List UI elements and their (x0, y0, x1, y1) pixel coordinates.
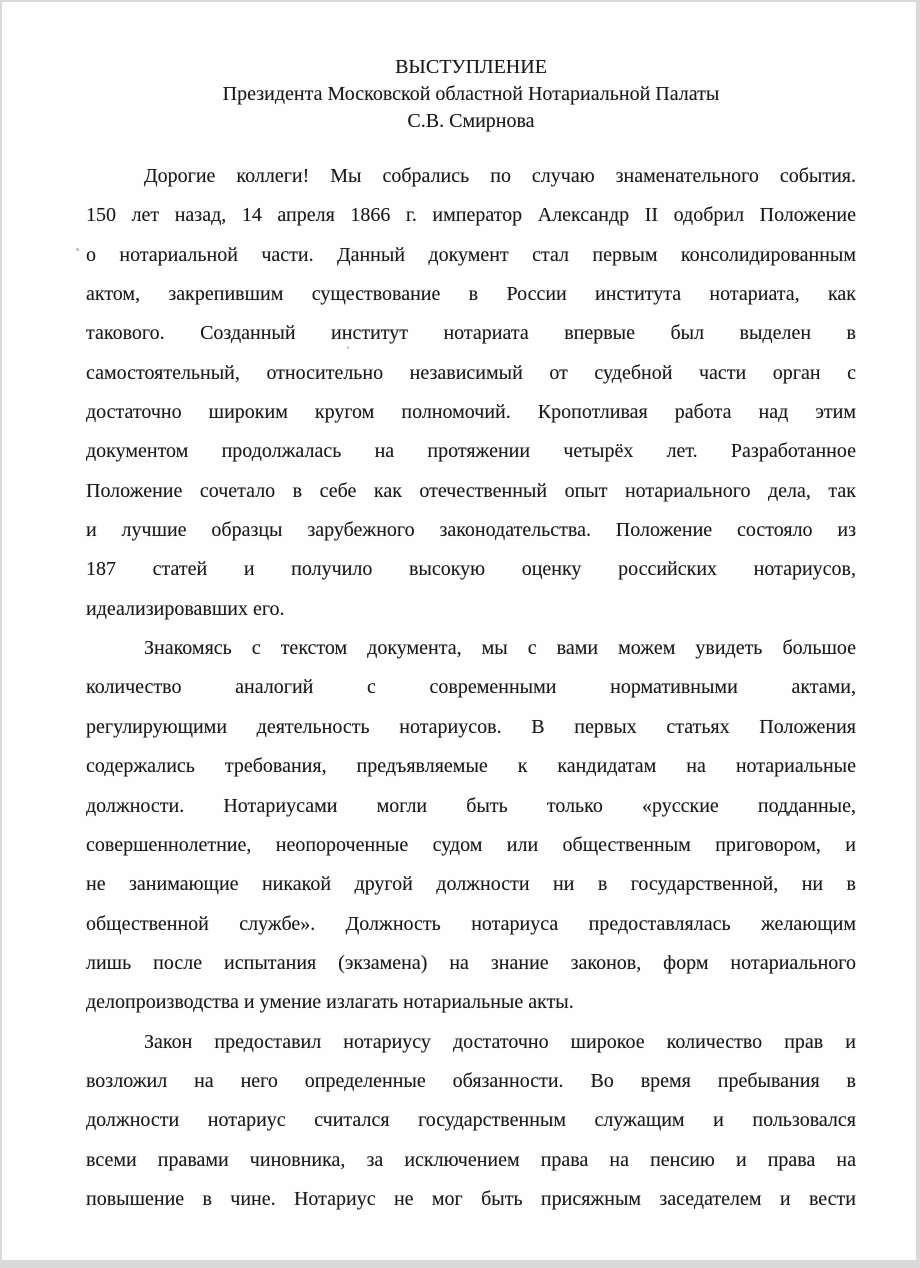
text-line: содержались требования, предъявляемые к кандидатам на нотариальные (86, 755, 856, 778)
text-line: Знакомясь с текстом документа, мы с вами можем увидеть большое (144, 637, 856, 660)
paragraph-3 (86, 1023, 856, 1220)
text-line: совершеннолетние, неопороченные судом или общественным приговором, и (86, 833, 856, 856)
text-line: идеализировавших его. (86, 597, 285, 620)
text-line: достаточно широким кругом полномочий. Кропотливая работа над этим (86, 401, 856, 424)
document-page (2, 2, 916, 1260)
text-line: возложил на него определенные обязанности. Во время пребывания в (86, 1069, 856, 1092)
text-line: количество аналогий с современными нормативными актами, (86, 676, 856, 699)
text-line: и лучшие образцы зарубежного законодательства. Положение состояло из (86, 519, 856, 542)
text-line: такового. Созданный институт нотариата впервые был выделен в (86, 322, 856, 345)
text-line: Закон предоставил нотариусу достаточно широкое количество прав и (144, 1030, 856, 1053)
text-line: делопроизводства и умение излагать нотариальные акты. (86, 991, 574, 1014)
text-line: 187 статей и получило высокую оценку российских нотариусов, (86, 558, 856, 581)
text-line: документом продолжалась на протяжении четырёх лет. Разработанное (86, 440, 856, 463)
text-line: 150 лет назад, 14 апреля 1866 г. император Александр II одобрил Положение (86, 204, 856, 227)
scan-artifact-speck (347, 346, 349, 349)
text-line: всеми правами чиновника, за исключением права на пенсию и права на (86, 1148, 856, 1171)
text-line: лишь после испытания (экзамена) на знание законов, форм нотариального (86, 951, 856, 974)
paragraph-1 (86, 157, 856, 629)
text-line: должности нотариус считался государственным служащим и пользовался (86, 1109, 856, 1132)
text-line: о нотариальной части. Данный документ стал первым консолидированным (86, 243, 856, 266)
title-author: С.В. Смирнова (407, 110, 535, 132)
text-line: Дорогие коллеги! Мы собрались по случаю знаменательного события. (144, 165, 856, 187)
text-line: должности. Нотариусами могли быть только «русские подданные, (86, 794, 856, 817)
text-line: не занимающие никакой другой должности ни в государственной, ни в (86, 873, 856, 896)
text-line: Положение сочетало в себе как отечественный опыт нотариального дела, так (86, 479, 856, 502)
text-line: повышение в чине. Нотариус не мог быть присяжным заседателем и вести (86, 1187, 856, 1210)
text-line: актом, закрепившим существование в России института нотариата, как (86, 283, 856, 306)
title-subtitle: Президента Московской областной Нотариальной Палаты (222, 83, 720, 105)
text-line: самостоятельный, относительно независимый от судебной части орган с (86, 361, 856, 384)
paragraph-2 (86, 629, 856, 1022)
document-title (86, 54, 856, 135)
text-line: общественной службе». Должность нотариуса предоставлялась желающим (86, 912, 856, 935)
scan-artifact-speck (76, 248, 79, 251)
title-heading: ВЫСТУПЛЕНИЕ (395, 56, 547, 78)
text-line: регулирующими деятельность нотариусов. В первых статьях Положения (86, 715, 856, 738)
document-body (86, 157, 856, 1219)
